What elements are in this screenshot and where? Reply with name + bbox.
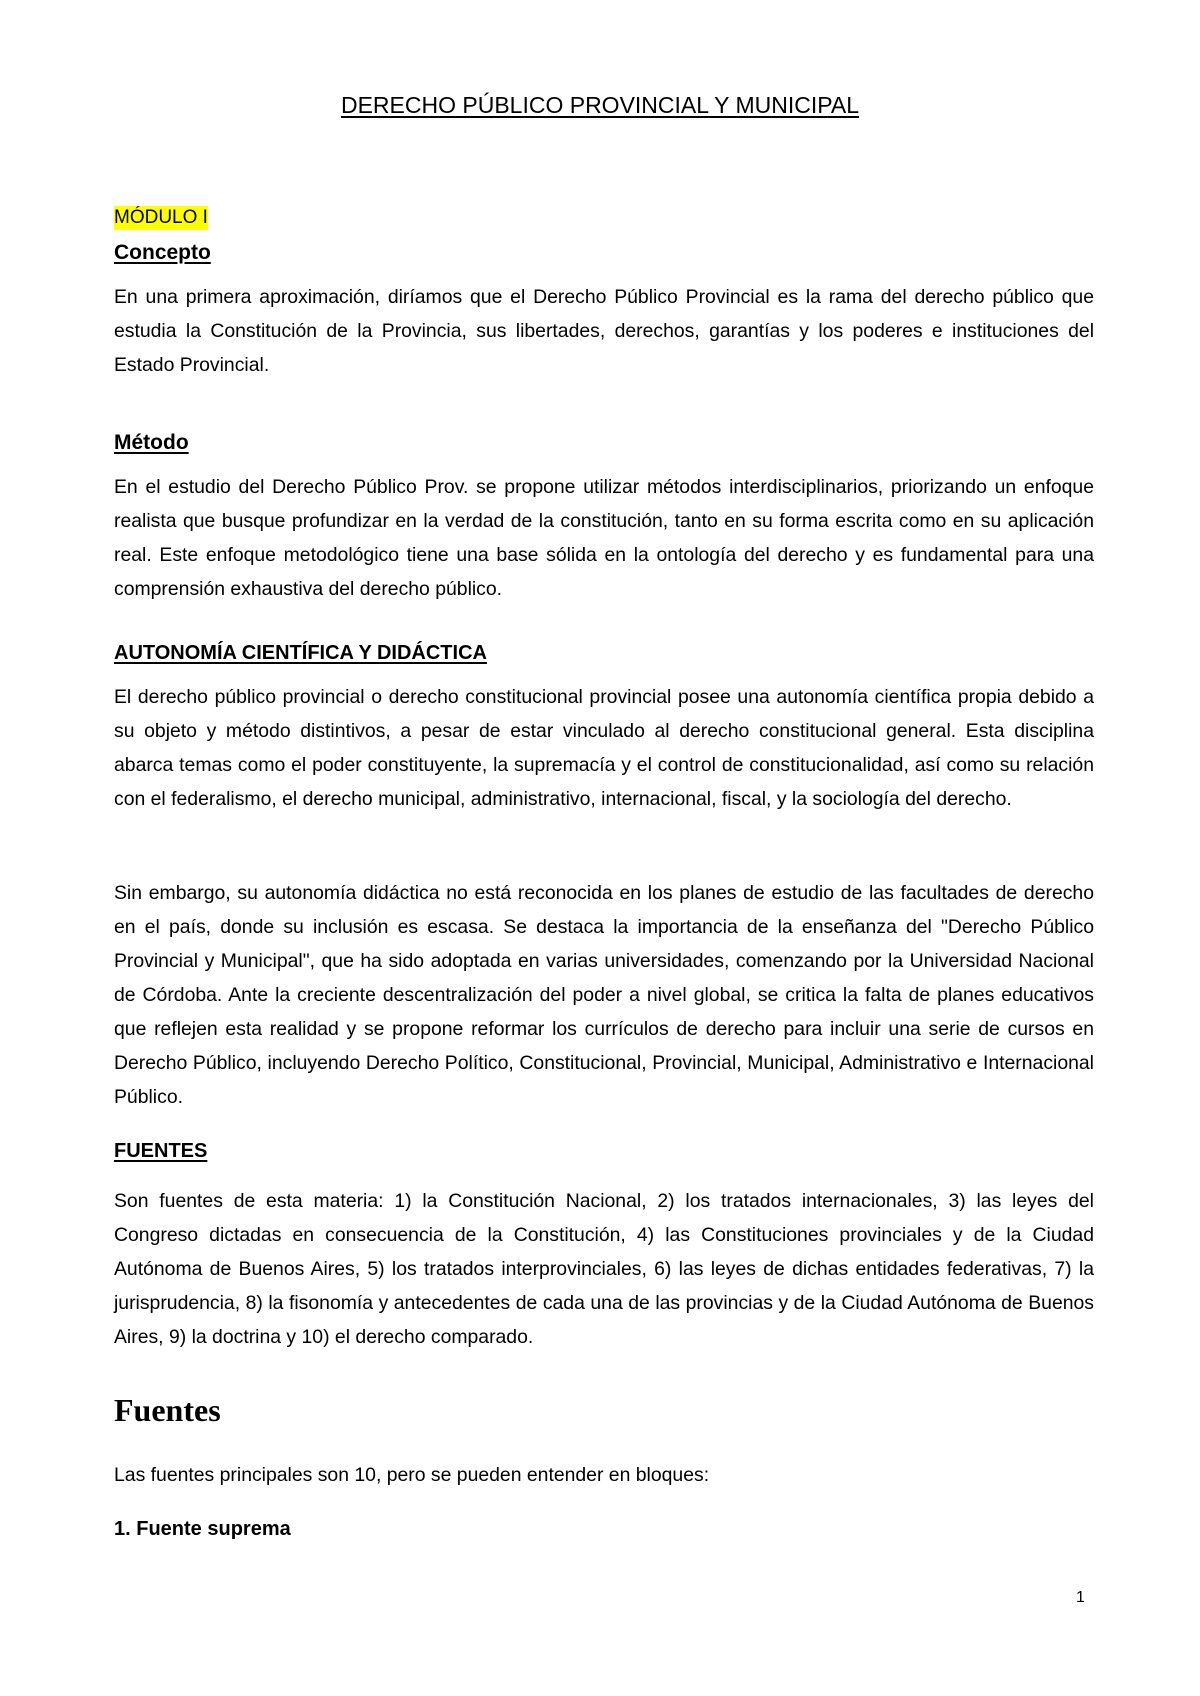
module-label-highlighted: MÓDULO I bbox=[114, 207, 208, 228]
paragraph-fuentes: Son fuentes de esta materia: 1) la Constitución Nacional, 2) los tratados internacionales, 3) las leyes del Congreso dictadas en consecuencia de la Constitución, 4) las Constituciones provinciales y de la Ciudad Autónoma de Buenos Aires, 5) los tratados interprovinciales, 6) las leyes de dichas entidades federativas, 7) la jurisprudencia, 8) la fisonomía y antecedentes de cada una de las provincias y de la Ciudad Autónoma de Buenos Aires, 9) la doctrina y 10) el derecho comparado. bbox=[114, 1190, 1094, 1348]
paragraph-metodo: En el estudio del Derecho Público Prov. se propone utilizar métodos interdisciplinarios, priorizando un enfoque realista que busque profundizar en la verdad de la constitución, tanto en su forma escrita como en su aplicación real. Este enfoque metodológico tiene una base sólida en la ontología del derecho y es fundamental para una comprensión exhaustiva del derecho público. bbox=[114, 476, 1094, 600]
paragraph-autonomia-2: Sin embargo, su autonomía didáctica no está reconocida en los planes de estudio de las facultades de derecho en el país, donde su inclusión es escasa. Se destaca la importancia de la enseñanza del "Derecho Público Provincial y Municipal", que ha sido adoptada en varias universidades, comenzando por la Universidad Nacional de Córdoba. Ante la creciente descentralización del poder a nivel global, se critica la falta de planes educativos que reflejen esta realidad y se propone reformar los currículos de derecho para incluir una serie de cursos en Derecho Público, incluyendo Derecho Político, Constitucional, Provincial, Municipal, Administrativo e Internacional Público. bbox=[114, 882, 1094, 1108]
page-number: 1 bbox=[1076, 1589, 1085, 1606]
paragraph-autonomia-1: El derecho público provincial o derecho constitucional provincial posee una autonomía científica propia debido a su objeto y método distintivos, a pesar de estar vinculado al derecho constitucional general. Esta disciplina abarca temas como el poder constituyente, la supremacía y el control de constitucionalidad, así como su relación con el federalismo, el derecho municipal, administrativo, internacional, fiscal, y la sociología del derecho. bbox=[114, 686, 1094, 810]
section-heading-autonomia: AUTONOMÍA CIENTÍFICA Y DIDÁCTICA bbox=[114, 642, 487, 664]
heading-fuentes-serif: Fuentes bbox=[114, 1392, 221, 1428]
paragraph-fuentes-intro: Las fuentes principales son 10, pero se pueden entender en bloques: bbox=[114, 1464, 710, 1486]
section-heading-concepto: Concepto bbox=[114, 241, 211, 264]
paragraph-concepto: En una primera aproximación, diríamos que el Derecho Público Provincial es la rama del derecho público que estudia la Constitución de la Provincia, sus libertades, derechos, garantías y los poderes e instituciones del Estado Provincial. bbox=[114, 286, 1094, 376]
subheading-fuente-suprema: 1. Fuente suprema bbox=[114, 1518, 291, 1540]
document-title: DERECHO PÚBLICO PROVINCIAL Y MUNICIPAL bbox=[340, 92, 860, 118]
section-heading-metodo: Método bbox=[114, 431, 189, 454]
section-heading-fuentes: FUENTES bbox=[114, 1140, 208, 1162]
